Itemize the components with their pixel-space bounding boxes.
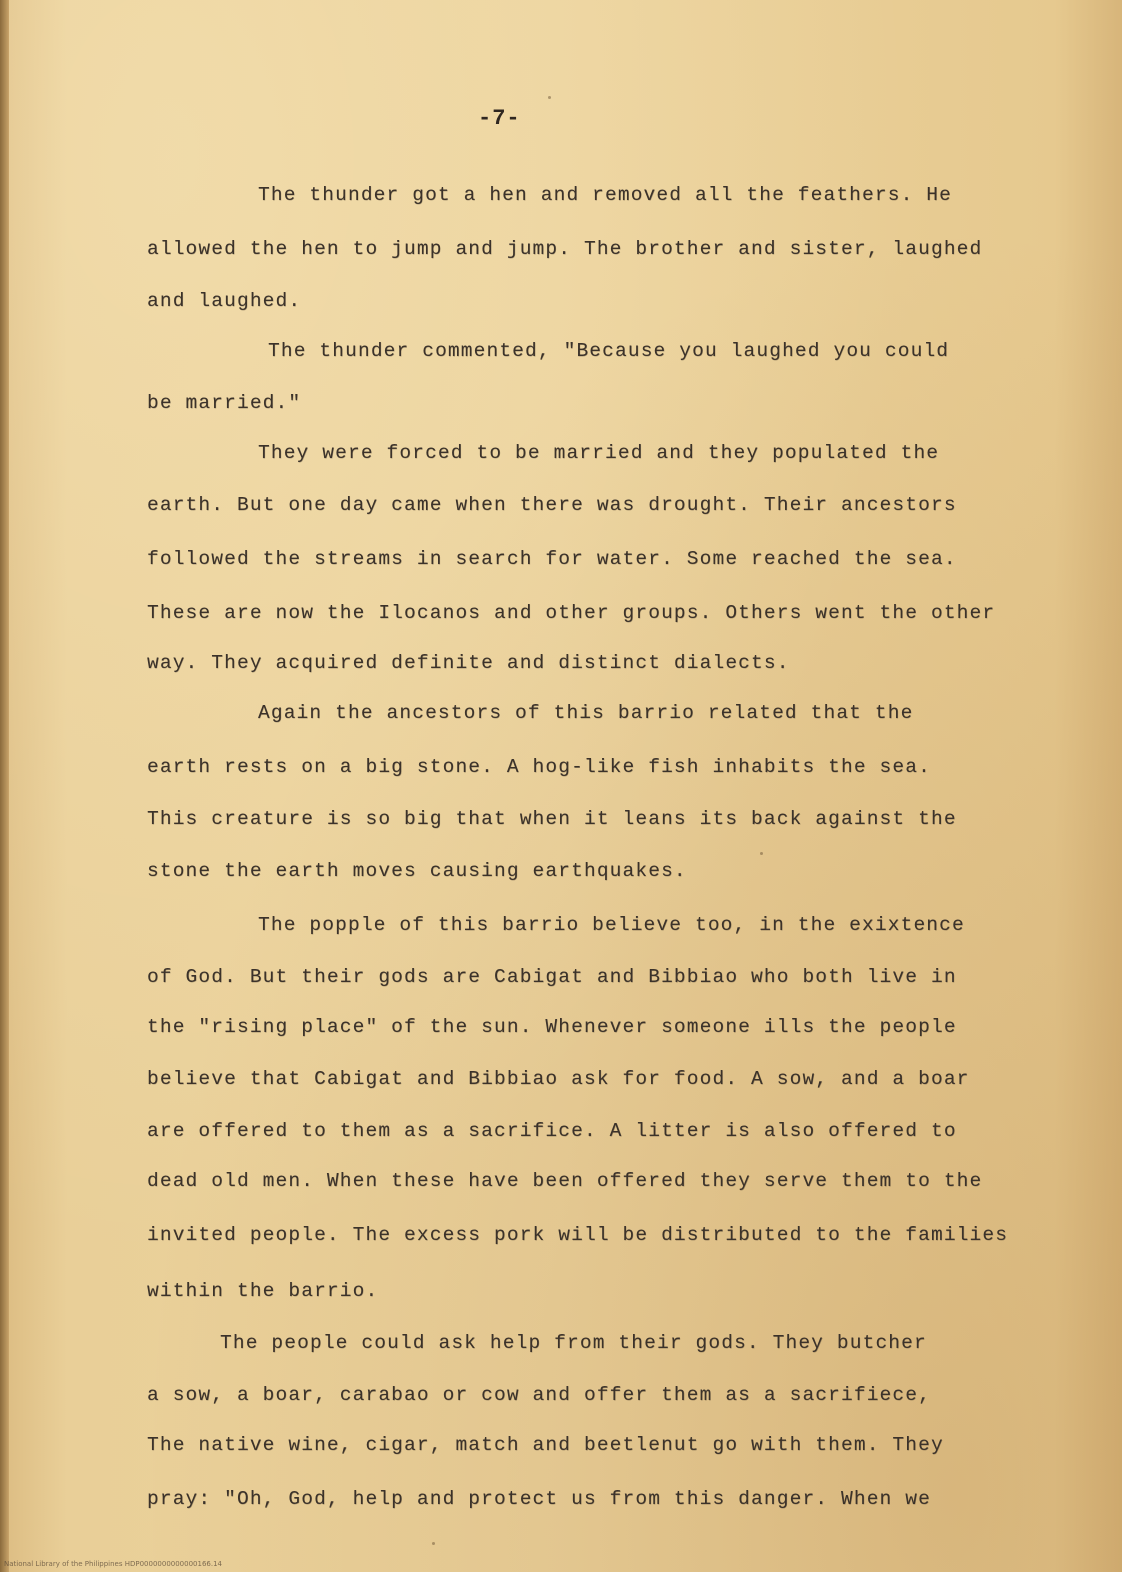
text-line: be married." — [147, 392, 302, 414]
text-line: followed the streams in search for water. Some reached the sea. — [147, 548, 957, 570]
text-line: pray: "Oh, God, help and protect us from this danger. When we — [147, 1488, 931, 1510]
paper-speck — [548, 96, 551, 99]
text-line: The thunder got a hen and removed all the feathers. He — [258, 184, 953, 206]
text-line: are offered to them as a sacrifice. A litter is also offered to — [147, 1120, 957, 1142]
text-line: the "rising place" of the sun. Whenever someone ills the people — [147, 1016, 957, 1038]
text-line: within the barrio. — [147, 1280, 379, 1302]
text-line: allowed the hen to jump and jump. The brother and sister, laughed — [147, 238, 983, 260]
paper-speck — [760, 852, 763, 855]
text-line: earth. But one day came when there was drought. Their ancestors — [147, 494, 957, 516]
text-line: The native wine, cigar, match and beetlenut go with them. They — [147, 1434, 944, 1456]
text-line: The popple of this barrio believe too, in the exixtence — [258, 914, 965, 936]
text-line: way. They acquired definite and distinct dialects. — [147, 652, 790, 674]
archive-footer: National Library of the Philippines HDP0000000000000166.14 — [4, 1560, 222, 1568]
text-line: earth rests on a big stone. A hog-like fish inhabits the sea. — [147, 756, 931, 778]
text-line: They were forced to be married and they populated the — [258, 442, 940, 464]
text-line: This creature is so big that when it leans its back against the — [147, 808, 957, 830]
text-line: Again the ancestors of this barrio related that the — [258, 702, 914, 724]
paper-speck — [432, 1542, 435, 1545]
page-number: -7- — [478, 106, 521, 131]
text-line: and laughed. — [147, 290, 302, 312]
page-edge — [0, 0, 9, 1572]
text-line: invited people. The excess pork will be distributed to the families — [147, 1224, 1009, 1246]
text-line: The thunder commented, "Because you laughed you could — [268, 340, 950, 362]
text-line: a sow, a boar, carabao or cow and offer them as a sacrifiece, — [147, 1384, 931, 1406]
text-line: stone the earth moves causing earthquakes. — [147, 860, 687, 882]
text-line: The people could ask help from their gods. They butcher — [220, 1332, 927, 1354]
text-line: of God. But their gods are Cabigat and Bibbiao who both live in — [147, 966, 957, 988]
text-line: These are now the Ilocanos and other groups. Others went the other — [147, 602, 996, 624]
text-line: believe that Cabigat and Bibbiao ask for food. A sow, and a boar — [147, 1068, 970, 1090]
text-line: dead old men. When these have been offered they serve them to the — [147, 1170, 983, 1192]
